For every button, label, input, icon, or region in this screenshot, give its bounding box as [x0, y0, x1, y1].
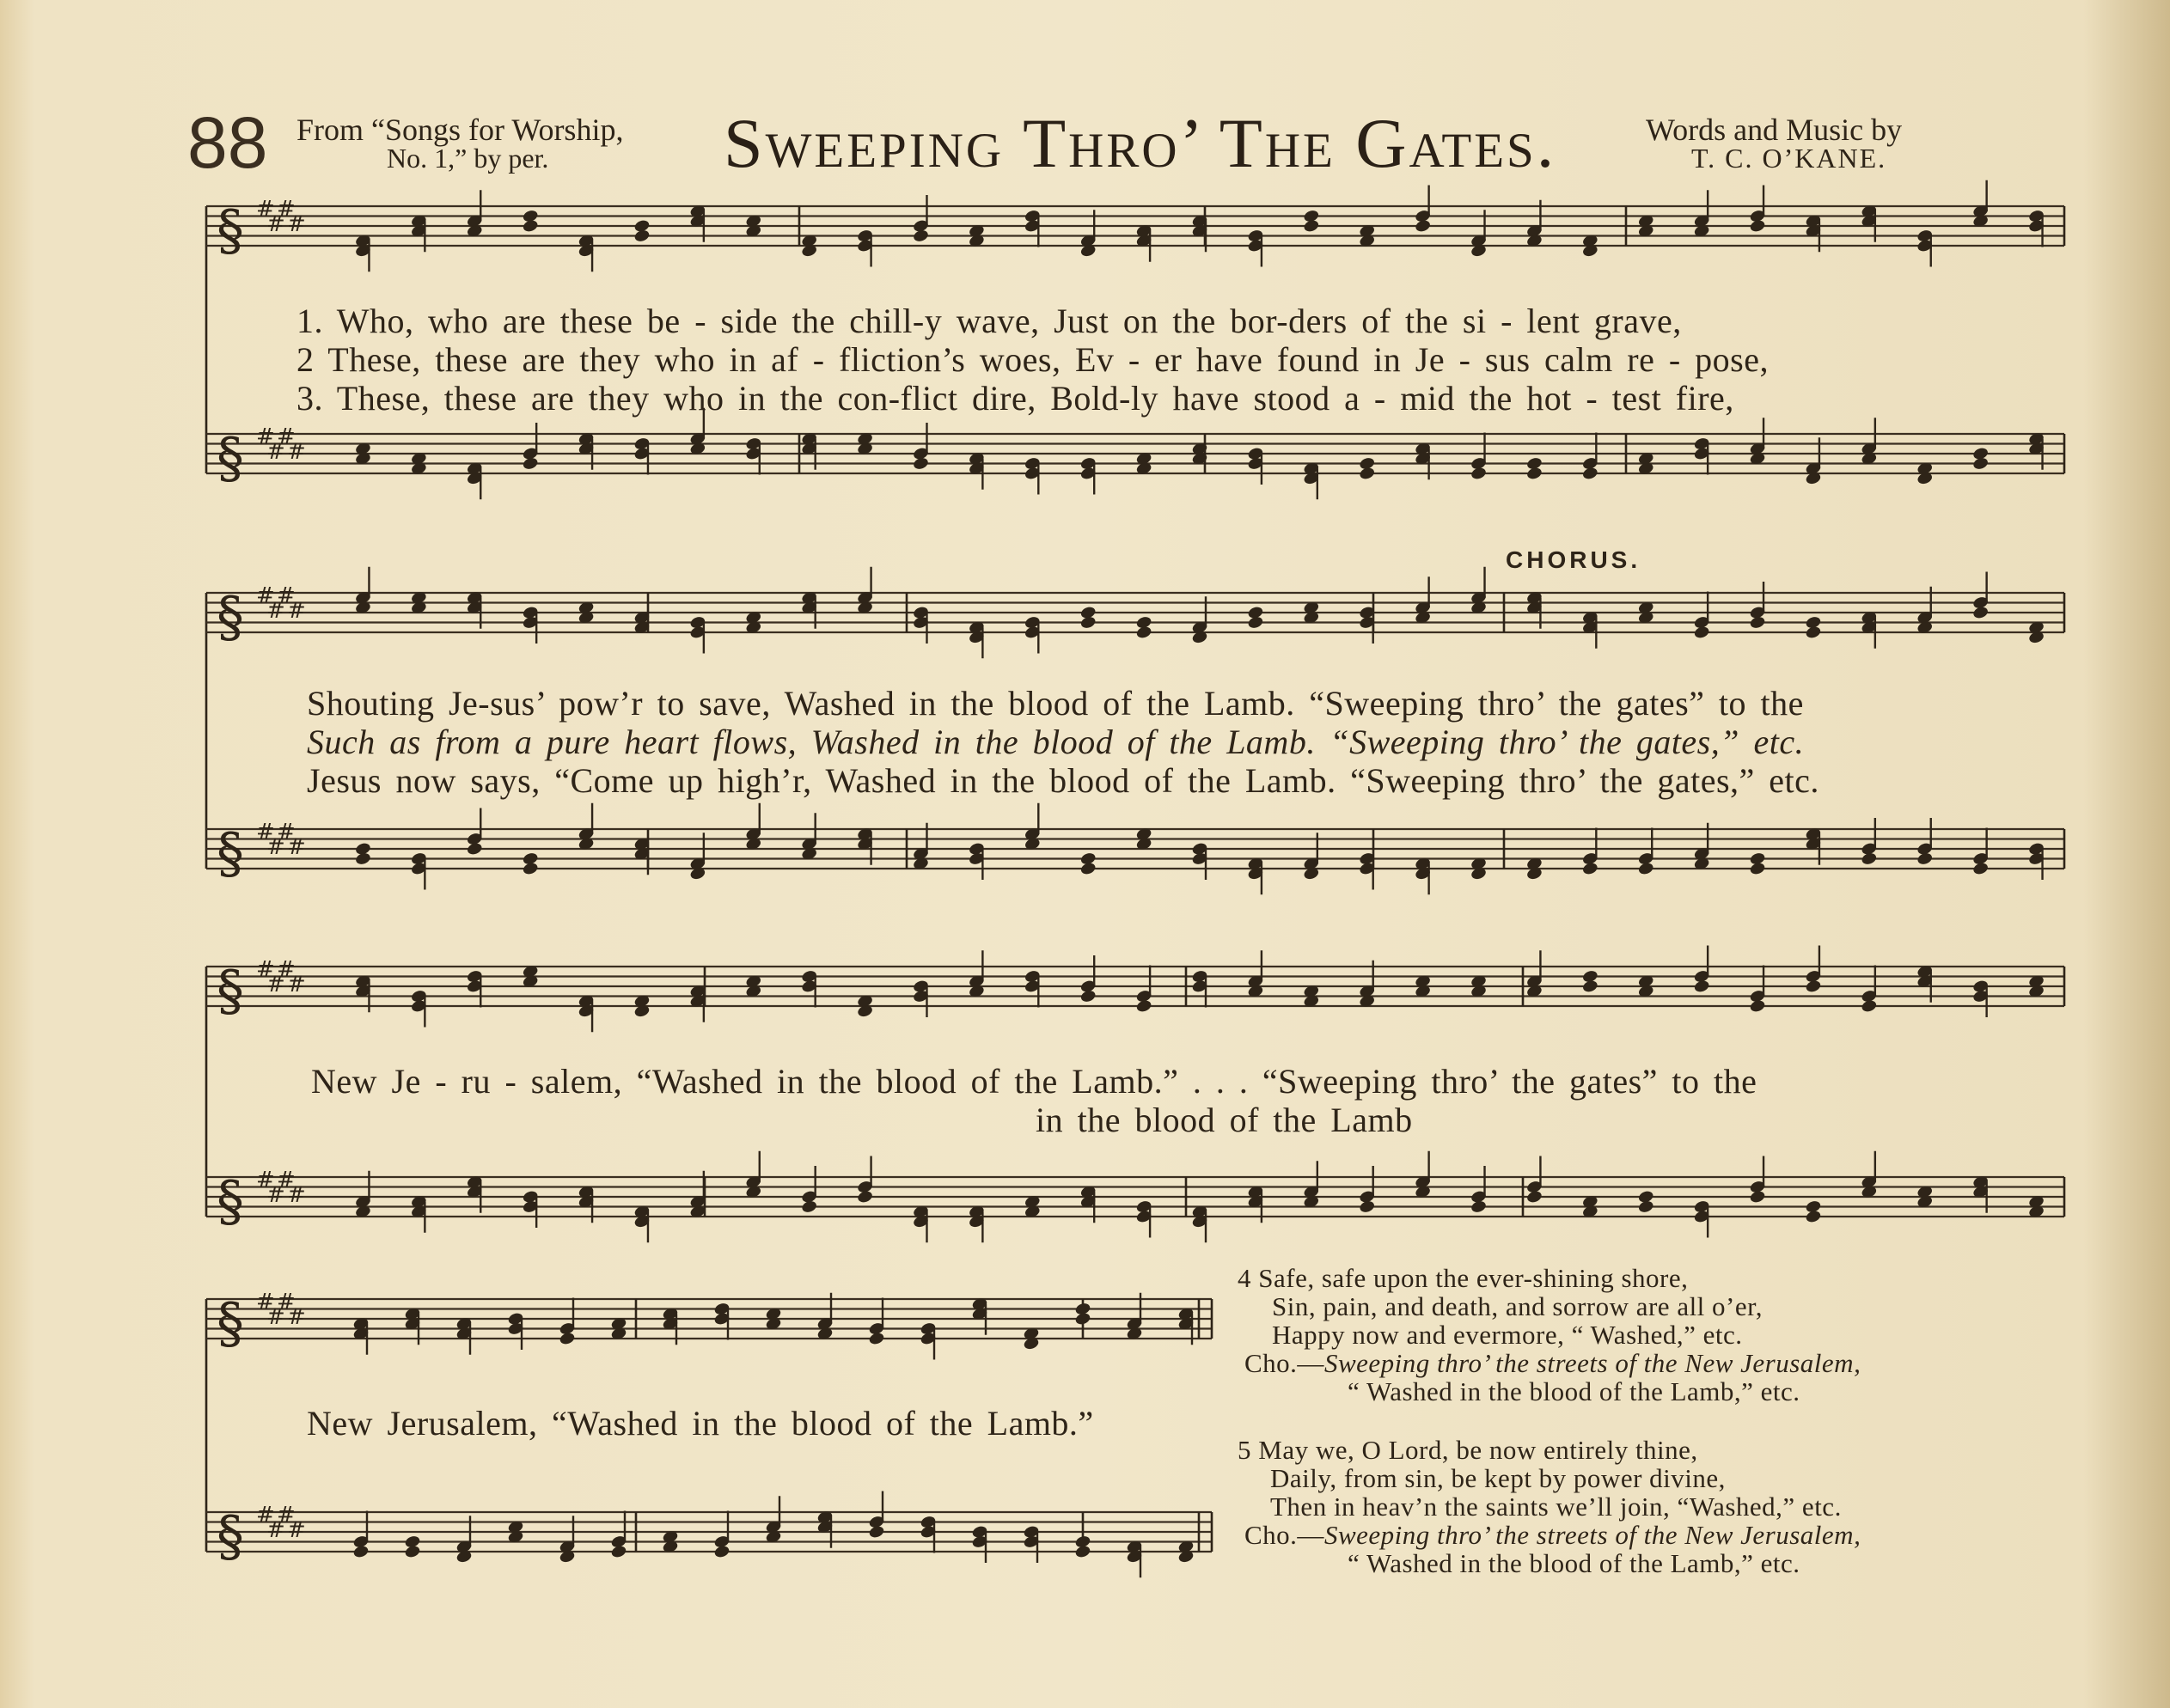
system1-bass-staff-clef: §	[217, 427, 244, 491]
system2-treble-staff-sharp: #	[287, 597, 306, 624]
system3-treble-staff-sharp: #	[287, 971, 306, 997]
system2-treble-notehead	[1749, 615, 1766, 630]
system2-bass-staff-sharp: #	[277, 819, 296, 845]
system4-bass-notehead	[404, 1544, 421, 1559]
system3-bass-notehead	[1470, 1199, 1487, 1214]
system3-treble-notehead	[1079, 989, 1097, 1003]
system2-treble-notehead	[1135, 625, 1152, 639]
system4-treble-notehead	[1074, 1311, 1091, 1326]
system2-verse2-text: Such as from a pure heart flows, Washed in the blood of the Lamb. “Sweeping thro’ the gates,” etc.	[307, 723, 1805, 761]
system2-treble-notehead	[1693, 625, 1710, 639]
source-note-line2: No. 1,” by per.	[387, 143, 549, 174]
system3-treble-notehead	[1693, 979, 1710, 993]
system3-line2: in the blood of the Lamb	[1036, 1101, 1413, 1139]
system2-verse3: Jesus now says, “Come up high’r, Washed in the blood of the Lamb. “Sweeping thro’ the gates,” etc.	[307, 761, 1819, 800]
system1-bass-notehead	[1470, 466, 1487, 480]
system1-verse1: 1. Who, who are these be - side the chill-y wave, Just on the bor-ders of the si - lent grave,	[296, 302, 1682, 340]
system1-treble-notehead	[912, 229, 929, 243]
system3-bass-staff-sharp: #	[287, 1181, 306, 1208]
system3-treble-notehead	[1581, 979, 1598, 993]
system1-bass-staff-sharp: #	[287, 438, 306, 465]
system2-verse2	[307, 722, 1804, 762]
system2-treble-notehead	[1972, 605, 1990, 619]
verse5-line1: 5 May we, O Lord, be now entirely thine,	[1238, 1435, 1698, 1465]
verse4-chorus-prefix: Cho.—	[1244, 1348, 1324, 1378]
system3-bass-notehead	[1805, 1209, 1822, 1223]
verse5-chorus-italic: Sweeping thro’ the streets of the New Jerusalem,	[1323, 1520, 1861, 1550]
system4-treble-notehead	[559, 1331, 576, 1345]
system3-bass-notehead	[1525, 1189, 1543, 1204]
system2-bass-staff-sharp: #	[287, 833, 306, 860]
system2-treble-staff-sharp: #	[277, 583, 296, 609]
system4-line1: New Jerusalem, “Washed in the blood of the Lamb.”	[307, 1404, 1094, 1443]
system2-treble-notehead	[1079, 615, 1097, 630]
system1-treble-notehead	[633, 229, 651, 243]
verse5-chorus	[1244, 1520, 1861, 1551]
system2-bass-staff-sharp: #	[256, 819, 275, 845]
system4-bass-staff-sharp: #	[266, 1516, 285, 1543]
system2-treble-staff-sharp: #	[266, 597, 285, 624]
source-note-line1: From “Songs for Worship,	[296, 113, 624, 147]
system4-bass-notehead	[610, 1544, 627, 1559]
system4-treble-staff-sharp: #	[266, 1303, 285, 1330]
system4-bass-notehead	[1074, 1544, 1091, 1559]
system4-bass-staff-sharp: #	[277, 1502, 296, 1528]
system2-bass-notehead	[1749, 861, 1766, 875]
chorus-label: CHORUS.	[1506, 546, 1641, 573]
system4-treble-staff-sharp: #	[277, 1289, 296, 1315]
system3-bass-notehead	[1749, 1189, 1766, 1204]
system4-bass-notehead	[868, 1524, 885, 1539]
verse4-line1: 4 Safe, safe upon the ever-shining shore,	[1238, 1263, 1689, 1293]
system2-treble-notehead	[1247, 615, 1264, 630]
system2-bass-notehead	[1581, 861, 1598, 875]
system1-bass-staff-sharp: #	[277, 424, 296, 450]
system1-bass-notehead	[522, 456, 539, 471]
system3-treble-staff-sharp: #	[266, 971, 285, 997]
system2-bass-notehead	[1079, 861, 1097, 875]
page-number: 88	[187, 102, 268, 183]
system2-treble-staff-sharp: #	[256, 583, 275, 609]
verse4-line2: Sin, pain, and death, and sorrow are all o’er,	[1272, 1291, 1763, 1321]
system2-bass-notehead	[522, 861, 539, 875]
system2-bass-notehead	[1916, 851, 1934, 866]
system3-bass-notehead	[801, 1199, 818, 1214]
credit-line2: T. C. O’KANE.	[1691, 143, 1887, 174]
verse4-chorus-italic: Sweeping thro’ the streets of the New Jerusalem,	[1323, 1348, 1861, 1378]
system4-bass-staff-sharp: #	[256, 1502, 275, 1528]
system4-bass-staff-sharp: #	[287, 1516, 306, 1543]
system3-treble-notehead	[1135, 998, 1152, 1013]
system4-bass-notehead	[352, 1544, 370, 1559]
verse5-line3: Then in heav’n the saints we’ll join, “Washed,” etc.	[1270, 1491, 1842, 1522]
system1-treble-staff-sharp: #	[256, 196, 275, 223]
system2-treble-staff-clef: §	[217, 586, 244, 650]
system2-bass-staff-clef: §	[217, 822, 244, 886]
verse5-chorus-prefix: Cho.—	[1244, 1520, 1324, 1550]
verse5-chorus-end: “ Washed in the blood of the Lamb,” etc.	[1348, 1548, 1800, 1578]
system3-treble-notehead	[1861, 998, 1878, 1013]
system1-treble-staff-sharp: #	[287, 210, 306, 237]
system1-treble-notehead	[522, 218, 539, 233]
system3-bass-staff-clef: §	[217, 1170, 244, 1234]
verse5-line2: Daily, from sin, be kept by power divine,	[1270, 1463, 1726, 1493]
system1-bass-notehead	[1525, 466, 1543, 480]
system1-bass-notehead	[912, 456, 929, 471]
system2-bass-notehead	[1972, 861, 1990, 875]
system1-bass-staff-sharp: #	[256, 424, 275, 450]
system1-treble-notehead	[1303, 218, 1320, 233]
system1-verse3: 3. These, these are they who in the con-flict dire, Bold-ly have stood a - mid the hot - test fire,	[296, 379, 1734, 418]
system1-treble-staff-sharp: #	[277, 196, 296, 223]
system1-treble-staff-sharp: #	[266, 210, 285, 237]
system1-treble-staff-clef: §	[217, 199, 244, 263]
verse4-line3: Happy now and evermore, “ Washed,” etc.	[1272, 1320, 1743, 1350]
system3-bass-notehead	[857, 1189, 874, 1204]
system3-bass-notehead	[1359, 1199, 1376, 1214]
system4-treble-staff-sharp: #	[287, 1303, 306, 1330]
system3-treble-notehead	[1805, 979, 1822, 993]
system1-treble-notehead	[1749, 218, 1766, 233]
system1-bass-notehead	[1972, 456, 1990, 471]
system2-treble-notehead	[1805, 625, 1822, 639]
system2-bass-notehead	[1637, 861, 1654, 875]
hymn-title: Sweeping Thro’ The Gates.	[724, 104, 1557, 182]
system1-verse2: 2 These, these are they who in af - fliction’s woes, Ev - er have found in Je - sus calm re - pose,	[296, 340, 1769, 379]
system1-treble-notehead	[1415, 218, 1432, 233]
system1-bass-notehead	[1359, 466, 1376, 480]
system3-bass-staff-sharp: #	[266, 1181, 285, 1208]
credit-line1: Words and Music by	[1646, 113, 1903, 147]
system2-bass-notehead	[1861, 851, 1878, 866]
system2-verse1: Shouting Je-sus’ pow’r to save, Washed in the blood of the Lamb. “Sweeping thro’ the gates” to the	[307, 684, 1804, 723]
system4-treble-notehead	[868, 1331, 885, 1345]
system1-bass-staff-sharp: #	[266, 438, 285, 465]
system3-line1: New Je - ru - salem, “Washed in the blood of the Lamb.” . . . “Sweeping thro’ the gates” to the	[311, 1062, 1757, 1101]
system2-bass-staff-sharp: #	[266, 833, 285, 860]
system3-treble-notehead	[1749, 998, 1766, 1013]
system4-bass-notehead	[713, 1544, 730, 1559]
system3-treble-staff-sharp: #	[256, 956, 275, 983]
system4-treble-staff-sharp: #	[256, 1289, 275, 1315]
system4-treble-staff-clef: §	[217, 1292, 244, 1356]
system3-bass-staff-sharp: #	[277, 1167, 296, 1193]
verse4-chorus-end: “ Washed in the blood of the Lamb,” etc.	[1348, 1376, 1800, 1406]
verse4-chorus	[1244, 1348, 1861, 1379]
system3-treble-staff-sharp: #	[277, 956, 296, 983]
system3-treble-staff-clef: §	[217, 960, 244, 1023]
system2-bass-notehead	[354, 851, 371, 866]
system2-bass-notehead	[466, 841, 483, 856]
system3-bass-notehead	[1637, 1199, 1654, 1214]
system3-bass-staff-sharp: #	[256, 1167, 275, 1193]
system1-bass-notehead	[1581, 466, 1598, 480]
system4-bass-staff-clef: §	[217, 1505, 244, 1569]
